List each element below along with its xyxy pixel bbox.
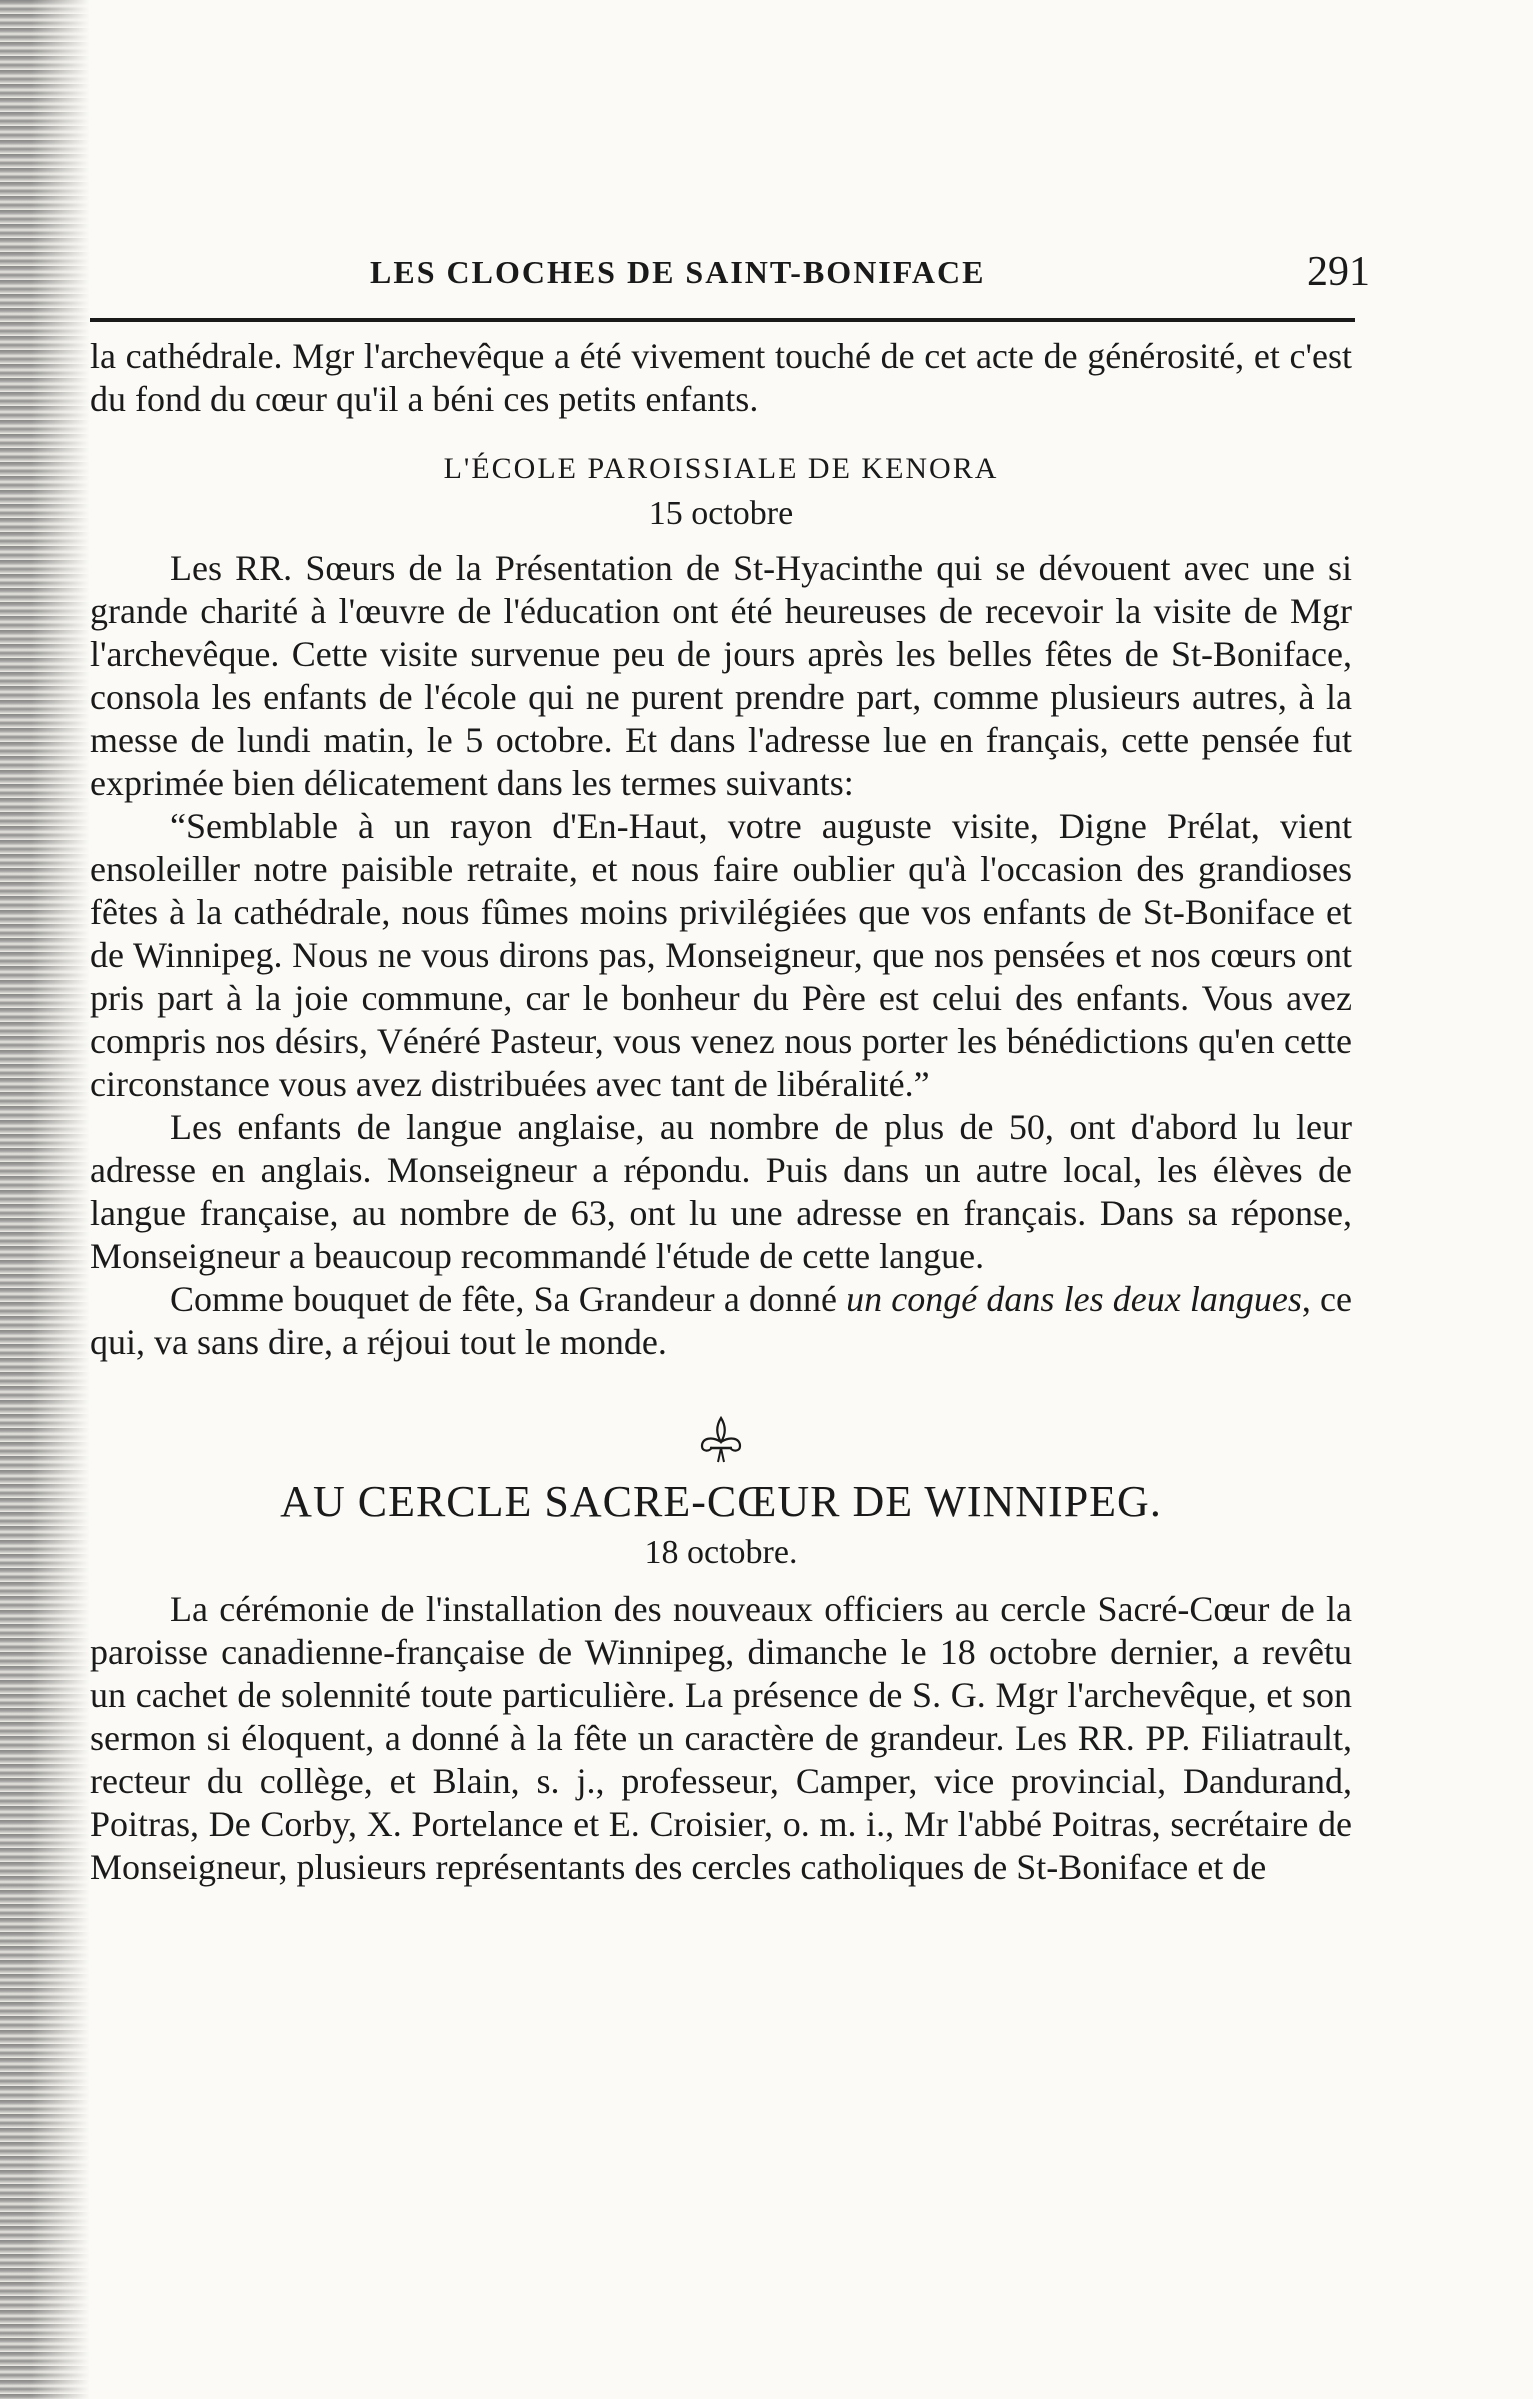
quoted-address: “Semblable à un rayon d'En-Haut, votre auguste visite, Digne Prélat, vient ensoleiller notre paisible retraite, et nous faire oublier qu'à l'occasion des grandioses fêtes à la cathédrale, nous fûmes moins privilégiées que vos enfants de St-Boniface et de Winnipeg. Nous ne vous dirons pas, Monseigneur, que nos pensées et nos cœurs ont pris part à la joie commune, car le bonheur du Père est celui des enfants. Vous avez compris nos désirs, Vénéré Pasteur, vous venez nous porter les bénédictions qu'en cette circonstance vous avez distribuées avec tant de libéralité.” bbox=[90, 806, 1352, 1104]
section-date-winnipeg: 18 octobre. bbox=[644, 1534, 798, 1571]
paragraph bbox=[90, 1278, 1352, 1364]
continued-paragraph: la cathédrale. Mgr l'archevêque a été vivement touché de cet acte de générosité, et c'est du fond du cœur qu'il a béni ces petits enfants. bbox=[90, 336, 1352, 419]
section-date-kenora: 15 octobre bbox=[648, 495, 794, 532]
section-title-kenora: L'ÉCOLE PAROISSIALE DE KENORA bbox=[443, 452, 999, 485]
paragraph: La cérémonie de l'installation des nouveaux officiers au cercle Sacré-Cœur de la paroisse canadienne-française de Winnipeg, dimanche le 18 octobre dernier, a revêtu un cachet de solennité toute particulière. La présence de S. G. Mgr l'archevêque, et son sermon si éloquent, a donné à la fête un caractère de grandeur. Les RR. PP. Filiatrault, recteur du collège, et Blain, s. j., professeur, Camper, vice provincial, Dandurand, Poitras, De Corby, X. Portelance et E. Croisier, o. m. i., Mr l'abbé Poitras, secrétaire de Monseigneur, plusieurs représentants des cercles catholiques de St-Boniface et de bbox=[90, 1589, 1352, 1887]
page-body bbox=[90, 335, 1352, 1889]
page-header bbox=[90, 248, 1370, 308]
paragraph: Les enfants de langue anglaise, au nombre de plus de 50, ont d'abord lu leur adresse en anglais. Monseigneur a répondu. Puis dans un autre local, les élèves de langue française, au nombre de 63, ont lu une adresse en français. Dans sa réponse, Monseigneur a beaucoup recommandé l'étude de cette langue. bbox=[90, 1107, 1352, 1276]
fleur-de-lis-icon bbox=[694, 1414, 748, 1468]
header-rule bbox=[90, 318, 1355, 322]
text-run: , ce qui, va sans dire, a réjoui tout le monde. bbox=[90, 1279, 1352, 1362]
page-number: 291 bbox=[1307, 249, 1370, 295]
page bbox=[90, 0, 1370, 2399]
running-title: LES CLOCHES DE SAINT-BONIFACE bbox=[370, 254, 986, 290]
paragraph: Les RR. Sœurs de la Présentation de St-Hyacinthe qui se dévouent avec une si grande charité à l'œuvre de l'éducation ont été heureuses de recevoir la visite de Mgr l'archevêque. Cette visite survenue peu de jours après les belles fêtes de St-Boniface, consola les enfants de l'école qui ne purent prendre part, comme plusieurs autres, à la messe de lundi matin, le 5 octobre. Et dans l'adresse lue en français, cette pensée fut exprimée bien délicatement dans les termes suivants: bbox=[90, 548, 1352, 803]
section-title-winnipeg: AU CERCLE SACRE-CŒUR DE WINNIPEG. bbox=[280, 1477, 1162, 1526]
text-run: Comme bouquet de fête, Sa Grandeur a donné bbox=[170, 1279, 847, 1319]
italic-text-run: un congé dans les deux langues bbox=[846, 1279, 1302, 1319]
scanned-page-edge bbox=[0, 0, 90, 2399]
